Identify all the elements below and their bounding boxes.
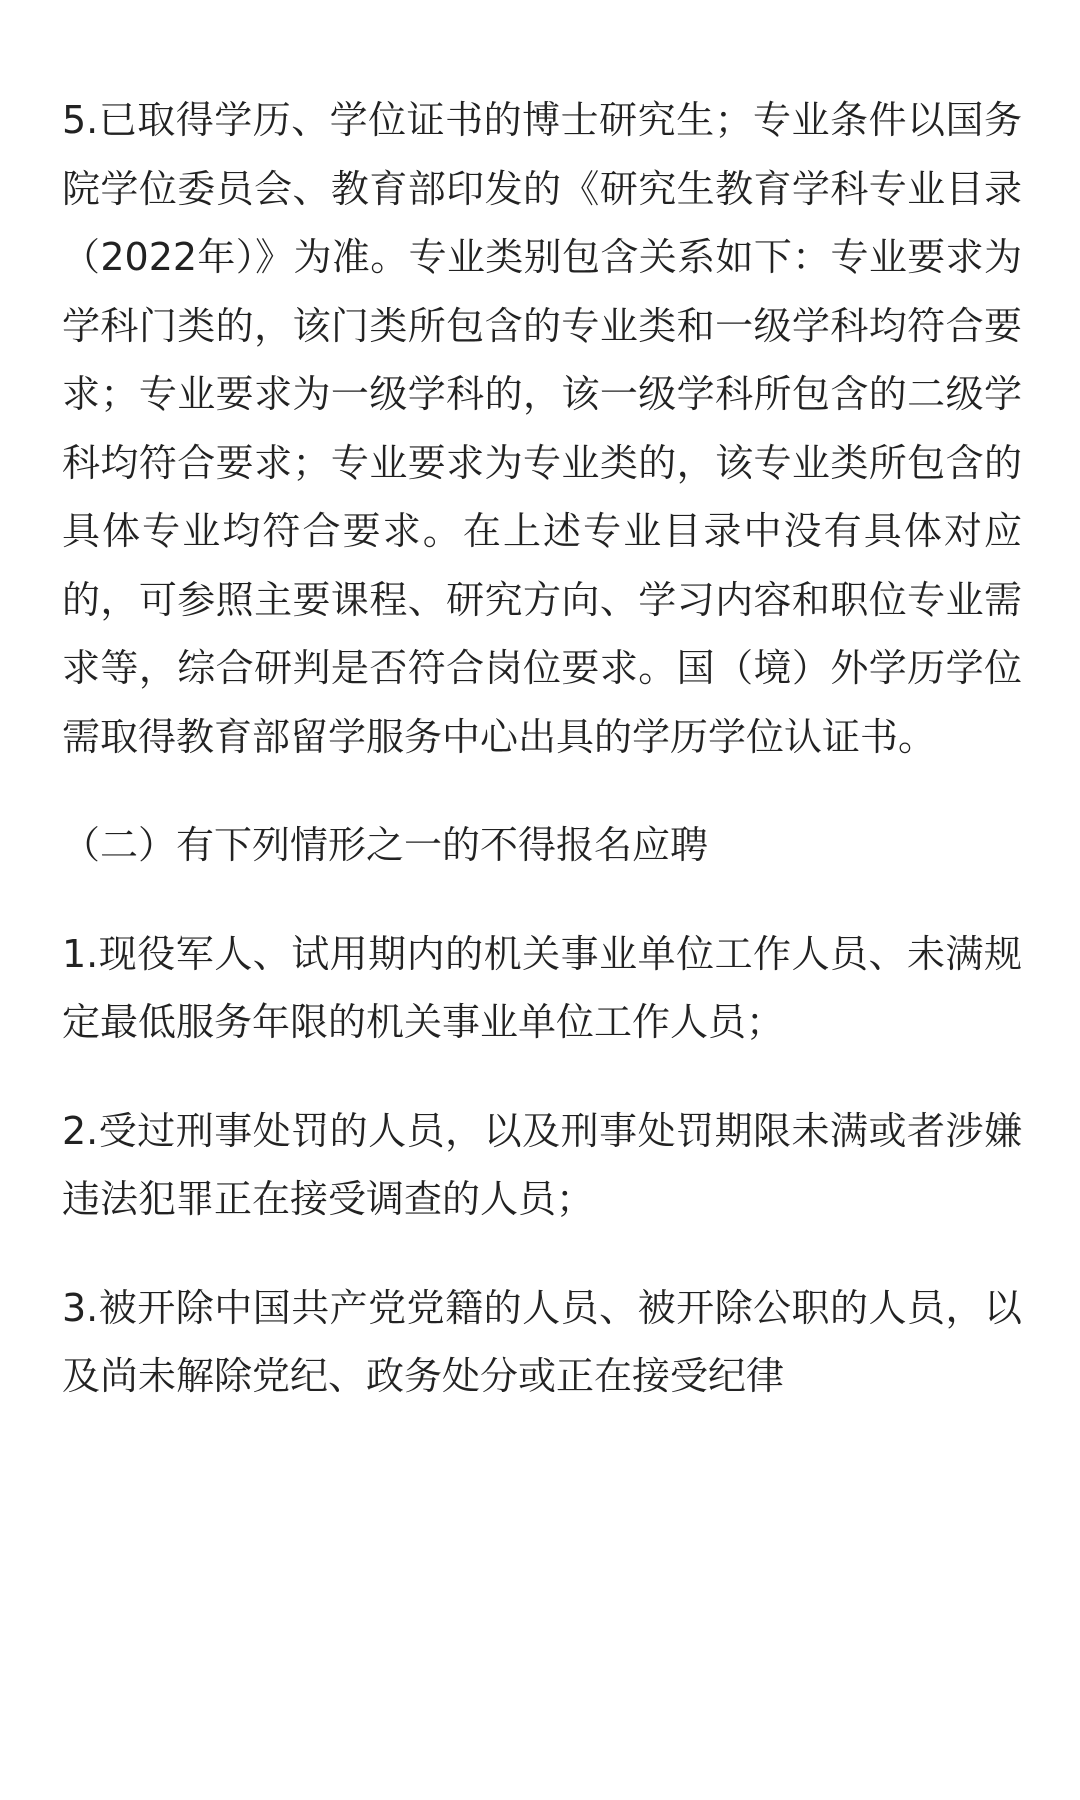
section-heading-disqualifications: （二）有下列情形之一的不得报名应聘: [62, 823, 709, 867]
article-body: [62, 86, 1022, 1451]
paragraph-item-3: 3.被开除中国共产党党籍的人员、被开除公职的人员，以及尚未解除党纪、政务处分或正在接受纪律: [62, 1285, 1022, 1398]
paragraph-item-2: 2.受过刑事处罚的人员，以及刑事处罚期限未满或者涉嫌违法犯罪正在接受调查的人员；: [62, 1108, 1022, 1221]
paragraph-item-1: 1.现役军人、试用期内的机关事业单位工作人员、未满规定最低服务年限的机关事业单位工作人员；: [62, 931, 1022, 1044]
paragraph-education-requirement: 5.已取得学历、学位证书的博士研究生；专业条件以国务院学位委员会、教育部印发的《研究生教育学科专业目录（2022年）》为准。专业类别包含关系如下：专业要求为学科门类的，该门类所包含的专业类和一级学科均符合要求；专业要求为一级学科的，该一级学科所包含的二级学科均符合要求；专业要求为专业类的，该专业类所包含的具体专业均符合要求。在上述专业目录中没有具体对应的，可参照主要课程、研究方向、学习内容和职位专业需求等，综合研判是否符合岗位要求。国（境）外学历学位需取得教育部留学服务中心出具的学历学位认证书。: [62, 98, 1022, 759]
